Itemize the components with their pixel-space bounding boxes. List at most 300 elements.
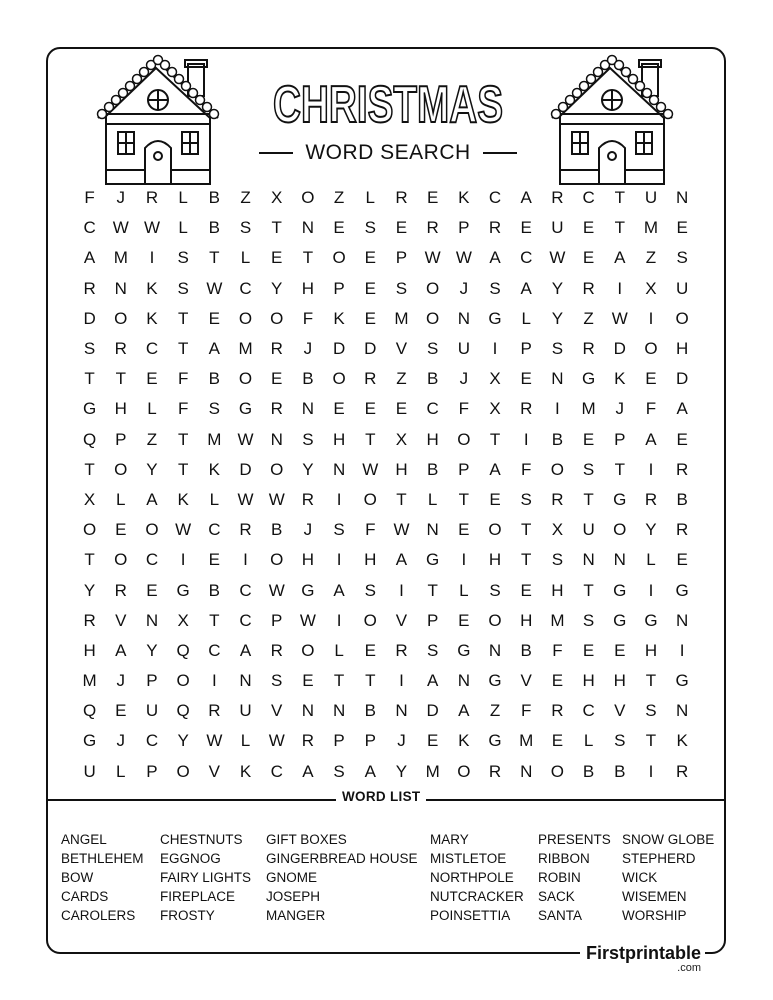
grid-cell: E: [582, 218, 595, 238]
word-list-item: CARDS: [61, 889, 109, 904]
grid-cell: G: [613, 580, 627, 600]
word-list-item: GIFT BOXES: [266, 832, 347, 847]
grid-cell: R: [582, 339, 595, 359]
grid-cell: E: [676, 429, 688, 449]
grid-cell: S: [582, 459, 595, 479]
grid-cell: S: [177, 278, 189, 298]
grid-cell: K: [146, 278, 158, 298]
grid-cell: M: [550, 610, 565, 630]
grid-cell: C: [520, 248, 533, 268]
brand-tld: .com: [677, 962, 701, 974]
grid-cell: E: [333, 218, 345, 238]
grid-cell: J: [116, 188, 126, 208]
grid-cell: E: [146, 369, 158, 389]
grid-cell: X: [489, 369, 501, 389]
grid-cell: A: [115, 640, 127, 660]
grid-cell: W: [112, 218, 129, 238]
grid-cell: C: [239, 610, 252, 630]
grid-cell: B: [676, 489, 688, 509]
grid-cell: I: [149, 248, 155, 268]
grid-cell: S: [551, 339, 564, 359]
grid-cell: J: [303, 339, 313, 359]
grid-cell: O: [426, 278, 440, 298]
grid-cell: J: [459, 369, 469, 389]
grid-cell: M: [394, 308, 409, 328]
grid-cell: Q: [176, 701, 190, 721]
grid-cell: D: [239, 459, 252, 479]
grid-cell: I: [617, 278, 623, 298]
grid-cell: F: [177, 369, 189, 389]
grid-cell: L: [240, 248, 251, 268]
word-list-item: GNOME: [266, 870, 318, 885]
grid-cell: S: [489, 278, 501, 298]
grid-cell: S: [426, 640, 439, 660]
grid-cell: L: [334, 640, 344, 660]
grid-cell: Y: [645, 520, 657, 540]
grid-cell: D: [364, 339, 377, 359]
grid-cell: I: [648, 761, 654, 781]
word-list-item: BETHLEHEM: [61, 851, 144, 866]
grid-cell: E: [364, 278, 376, 298]
page-title: [255, 70, 521, 132]
grid-cell: E: [645, 369, 657, 389]
grid-cell: O: [550, 761, 565, 781]
letter-grid: [74, 183, 699, 787]
grid-row: [74, 726, 699, 756]
grid-cell: N: [551, 369, 564, 389]
brand-logo: [580, 943, 705, 974]
grid-cell: C: [239, 278, 252, 298]
grid-cell: Y: [271, 278, 283, 298]
grid-cell: T: [84, 459, 95, 479]
grid-cell: G: [581, 369, 596, 389]
grid-cell: L: [116, 761, 126, 781]
grid-cell: A: [239, 640, 252, 660]
grid-cell: N: [145, 610, 159, 630]
grid-cell: H: [426, 429, 439, 449]
grid-cell: N: [332, 459, 346, 479]
grid-cell: T: [521, 520, 532, 540]
grid-cell: E: [426, 188, 439, 208]
grid-cell: A: [614, 248, 626, 268]
grid-cell: N: [395, 701, 408, 721]
grid-cell: X: [489, 399, 501, 419]
grid-cell: Z: [489, 701, 501, 721]
grid-cell: U: [239, 701, 252, 721]
grid-cell: O: [270, 459, 284, 479]
grid-cell: V: [271, 701, 283, 721]
grid-cell: B: [520, 640, 532, 660]
word-list-column: [266, 830, 418, 925]
grid-cell: R: [551, 489, 564, 509]
grid-cell: T: [645, 731, 657, 751]
grid-cell: P: [333, 278, 345, 298]
grid-cell: H: [364, 550, 377, 570]
grid-cell: V: [614, 701, 626, 721]
grid-cell: D: [83, 308, 96, 328]
grid-cell: T: [209, 610, 220, 630]
grid-cell: M: [643, 218, 659, 238]
grid-cell: R: [488, 218, 502, 238]
grid-cell: Y: [146, 640, 158, 660]
gingerbread-house-icon: [92, 52, 224, 190]
grid-cell: E: [208, 308, 221, 328]
grid-cell: W: [549, 248, 566, 268]
grid-cell: M: [82, 671, 97, 691]
grid-cell: R: [395, 188, 408, 208]
grid-cell: U: [676, 278, 689, 298]
grid-cell: O: [488, 520, 502, 540]
grid-cell: G: [488, 731, 502, 751]
grid-cell: S: [551, 550, 564, 570]
word-list-item: BOW: [61, 870, 94, 885]
grid-cell: V: [395, 339, 408, 359]
grid-cell: E: [364, 248, 376, 268]
grid-cell: R: [83, 610, 96, 630]
grid-cell: G: [488, 671, 502, 691]
brand-name: Firstprintable: [585, 943, 701, 963]
grid-row: [74, 425, 699, 455]
grid-cell: F: [302, 308, 314, 328]
word-list-item: NUTCRACKER: [430, 889, 524, 904]
subtitle-rule-left: [259, 152, 293, 154]
grid-cell: J: [116, 731, 126, 751]
grid-cell: G: [488, 308, 502, 328]
grid-row: [74, 364, 699, 394]
grid-cell: A: [364, 761, 376, 781]
grid-cell: O: [238, 369, 253, 389]
grid-cell: I: [399, 671, 404, 691]
grid-row: [74, 394, 699, 424]
grid-cell: E: [551, 731, 564, 751]
grid-row: [74, 575, 699, 605]
grid-cell: G: [613, 610, 627, 630]
grid-cell: S: [582, 610, 595, 630]
word-list-item: CAROLERS: [61, 908, 136, 923]
grid-cell: W: [206, 731, 223, 751]
grid-cell: I: [336, 489, 342, 509]
grid-cell: M: [519, 731, 534, 751]
grid-row: [74, 213, 699, 243]
grid-cell: F: [521, 459, 532, 479]
grid-cell: P: [271, 610, 283, 630]
grid-cell: I: [336, 610, 342, 630]
grid-cell: L: [427, 489, 438, 509]
gingerbread-house-icon: [546, 52, 678, 190]
grid-cell: N: [676, 610, 689, 630]
grid-row: [74, 304, 699, 334]
grid-cell: I: [211, 671, 217, 691]
grid-cell: N: [488, 640, 502, 660]
grid-cell: T: [177, 459, 189, 479]
grid-cell: P: [146, 761, 158, 781]
grid-cell: R: [488, 761, 502, 781]
grid-cell: A: [208, 339, 221, 359]
word-list-column: [61, 830, 144, 925]
grid-cell: W: [362, 459, 379, 479]
grid-cell: E: [551, 671, 564, 691]
grid-cell: K: [208, 459, 221, 479]
grid-row: [74, 334, 699, 364]
grid-cell: M: [581, 399, 596, 419]
grid-cell: I: [648, 308, 654, 328]
grid-cell: Y: [83, 580, 96, 600]
grid-cell: I: [648, 459, 654, 479]
grid-row: [74, 274, 699, 304]
grid-cell: L: [178, 188, 188, 208]
grid-cell: T: [177, 429, 189, 449]
grid-cell: O: [301, 188, 315, 208]
grid-cell: B: [426, 459, 439, 479]
grid-cell: E: [520, 218, 532, 238]
grid-cell: A: [83, 248, 96, 268]
word-list-item: SNOW GLOBE: [622, 832, 715, 847]
grid-cell: F: [365, 520, 376, 540]
grid-cell: Y: [395, 761, 408, 781]
grid-cell: M: [425, 761, 440, 781]
grid-cell: R: [270, 640, 283, 660]
grid-cell: E: [676, 550, 688, 570]
grid-cell: E: [115, 701, 127, 721]
grid-cell: A: [146, 489, 158, 509]
grid-cell: E: [364, 308, 376, 328]
grid-cell: R: [676, 761, 689, 781]
grid-cell: E: [302, 671, 314, 691]
grid-cell: S: [333, 761, 345, 781]
grid-cell: U: [644, 188, 658, 208]
grid-cell: O: [114, 550, 128, 570]
grid-cell: R: [208, 701, 221, 721]
grid-cell: P: [333, 731, 345, 751]
grid-cell: O: [550, 459, 565, 479]
grid-cell: B: [271, 520, 283, 540]
grid-cell: G: [675, 671, 689, 691]
grid-cell: Y: [146, 459, 158, 479]
grid-cell: Z: [240, 188, 251, 208]
grid-cell: O: [270, 550, 284, 570]
grid-cell: S: [645, 701, 657, 721]
grid-cell: A: [426, 671, 439, 691]
word-list-item: PRESENTS: [538, 832, 611, 847]
grid-row: [74, 666, 699, 696]
word-list-item: WISEMEN: [622, 889, 687, 904]
grid-cell: W: [299, 610, 316, 630]
grid-cell: V: [115, 610, 127, 630]
grid-cell: U: [145, 701, 159, 721]
grid-cell: N: [613, 550, 626, 570]
grid-cell: Z: [396, 369, 407, 389]
grid-cell: N: [301, 701, 315, 721]
grid-cell: B: [208, 218, 221, 238]
grid-cell: T: [458, 489, 470, 509]
grid-cell: W: [237, 489, 254, 509]
grid-cell: O: [301, 640, 315, 660]
grid-cell: N: [582, 550, 595, 570]
grid-cell: Q: [82, 429, 97, 449]
grid-row: [74, 243, 699, 273]
grid-cell: E: [271, 248, 283, 268]
word-list-item: WICK: [622, 870, 658, 885]
grid-cell: T: [583, 580, 594, 600]
grid-cell: V: [395, 610, 408, 630]
grid-cell: L: [459, 580, 469, 600]
grid-cell: R: [551, 188, 564, 208]
grid-cell: E: [146, 580, 158, 600]
word-list-item: SACK: [538, 889, 575, 904]
grid-cell: G: [613, 489, 627, 509]
word-list-item: STEPHERD: [622, 851, 696, 866]
grid-cell: V: [520, 671, 532, 691]
word-list-item: RIBBON: [538, 851, 590, 866]
grid-cell: N: [332, 701, 346, 721]
grid-cell: Y: [177, 731, 189, 751]
grid-cell: N: [676, 188, 689, 208]
grid-cell: P: [364, 731, 376, 751]
grid-cell: K: [458, 731, 470, 751]
grid-cell: B: [551, 429, 564, 449]
grid-cell: T: [115, 369, 126, 389]
grid-cell: F: [177, 399, 189, 419]
grid-cell: U: [83, 761, 96, 781]
grid-cell: T: [209, 248, 220, 268]
word-list-item: CHESTNUTS: [160, 832, 243, 847]
grid-cell: J: [303, 520, 313, 540]
grid-cell: F: [645, 399, 657, 419]
word-list-item: MARY: [430, 832, 469, 847]
grid-cell: S: [239, 218, 252, 238]
grid-cell: I: [336, 550, 342, 570]
grid-cell: C: [145, 731, 159, 751]
grid-cell: T: [365, 671, 376, 691]
grid-cell: O: [363, 610, 377, 630]
grid-cell: E: [582, 429, 595, 449]
grid-cell: W: [393, 520, 410, 540]
word-list-item: MANGER: [266, 908, 326, 923]
grid-cell: R: [551, 701, 564, 721]
grid-cell: E: [271, 369, 283, 389]
grid-cell: C: [208, 520, 221, 540]
grid-row: [74, 696, 699, 726]
grid-cell: O: [82, 520, 97, 540]
grid-cell: B: [582, 761, 595, 781]
grid-row: [74, 515, 699, 545]
grid-cell: A: [520, 278, 532, 298]
subtitle: [255, 138, 521, 168]
grid-cell: X: [271, 188, 283, 208]
grid-cell: R: [114, 580, 127, 600]
grid-cell: O: [613, 520, 627, 540]
grid-cell: C: [239, 580, 252, 600]
grid-cell: P: [520, 339, 532, 359]
grid-cell: A: [645, 429, 657, 449]
grid-cell: H: [395, 459, 408, 479]
word-list-item: ANGEL: [61, 832, 107, 847]
grid-cell: R: [395, 640, 408, 660]
grid-cell: D: [332, 339, 346, 359]
grid-cell: H: [83, 640, 96, 660]
grid-cell: O: [644, 339, 658, 359]
grid-cell: T: [177, 339, 189, 359]
grid-cell: T: [427, 580, 438, 600]
grid-cell: H: [582, 671, 595, 691]
grid-cell: M: [113, 248, 128, 268]
word-list-column: [430, 830, 524, 925]
grid-cell: H: [676, 339, 689, 359]
grid-cell: X: [177, 610, 189, 630]
grid-row: [74, 636, 699, 666]
grid-cell: B: [614, 761, 626, 781]
grid-cell: A: [302, 761, 314, 781]
grid-cell: E: [582, 640, 595, 660]
grid-cell: S: [271, 671, 283, 691]
grid-cell: O: [238, 308, 253, 328]
grid-cell: P: [395, 248, 408, 268]
grid-cell: S: [83, 339, 96, 359]
grid-cell: R: [145, 188, 159, 208]
grid-cell: L: [583, 731, 594, 751]
grid-cell: R: [676, 520, 689, 540]
grid-cell: W: [143, 218, 160, 238]
grid-cell: R: [426, 218, 439, 238]
word-list-item: SANTA: [538, 908, 583, 923]
grid-cell: Y: [302, 459, 314, 479]
grid-cell: T: [177, 308, 189, 328]
grid-cell: N: [270, 429, 283, 449]
grid-cell: J: [116, 671, 126, 691]
grid-cell: E: [115, 520, 127, 540]
grid-cell: F: [552, 640, 563, 660]
grid-cell: H: [301, 278, 315, 298]
grid-cell: L: [646, 550, 656, 570]
grid-cell: O: [363, 489, 377, 509]
grid-cell: B: [302, 369, 314, 389]
grid-cell: S: [302, 429, 314, 449]
grid-cell: O: [488, 610, 502, 630]
grid-cell: Z: [645, 248, 657, 268]
grid-cell: A: [489, 459, 501, 479]
grid-cell: B: [208, 580, 221, 600]
grid-cell: G: [82, 399, 97, 419]
grid-cell: R: [644, 489, 658, 509]
grid-cell: Y: [551, 308, 564, 328]
word-list-item: FAIRY LIGHTS: [160, 870, 252, 885]
grid-cell: Y: [551, 278, 564, 298]
grid-row: [74, 183, 699, 213]
grid-cell: C: [83, 218, 96, 238]
grid-cell: H: [520, 610, 533, 630]
grid-cell: W: [424, 248, 441, 268]
grid-cell: G: [644, 610, 658, 630]
grid-cell: M: [207, 429, 222, 449]
grid-cell: V: [208, 761, 221, 781]
grid-cell: I: [523, 429, 529, 449]
grid-cell: S: [333, 520, 345, 540]
grid-row: [74, 757, 699, 787]
grid-cell: L: [240, 731, 251, 751]
grid-cell: G: [176, 580, 190, 600]
grid-cell: A: [395, 550, 408, 570]
word-list-item: GINGERBREAD HOUSE: [266, 851, 418, 866]
grid-cell: T: [84, 369, 95, 389]
grid-cell: N: [676, 701, 689, 721]
subtitle-text: WORD SEARCH: [305, 141, 471, 164]
grid-cell: G: [301, 580, 315, 600]
subtitle-rule-right: [483, 152, 517, 154]
word-list-item: MISTLETOE: [430, 851, 507, 866]
grid-cell: U: [457, 339, 470, 359]
grid-cell: T: [333, 671, 345, 691]
grid-cell: O: [457, 429, 471, 449]
